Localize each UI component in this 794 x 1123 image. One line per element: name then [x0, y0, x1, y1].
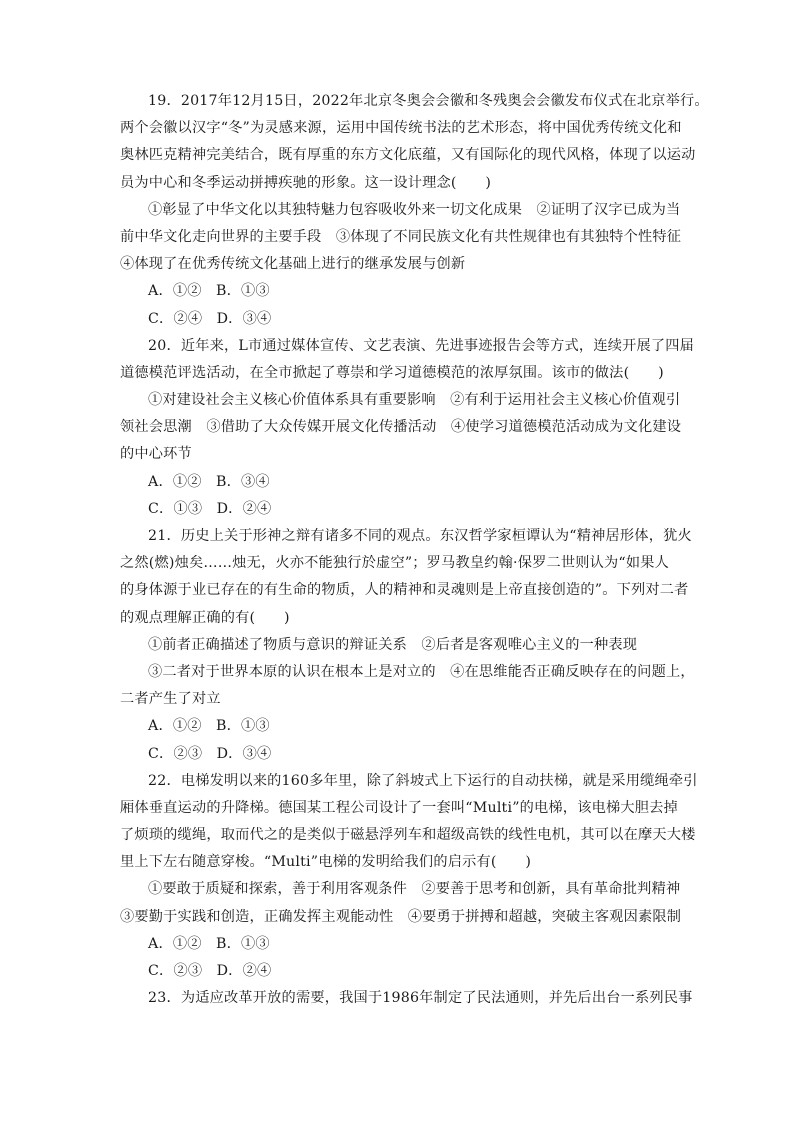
question-stem-line: 23．为适应改革开放的需要，我国于1986年制定了民法通则，并先后出台一系列民事	[148, 990, 693, 1007]
statement-line: 二者产生了对立	[120, 691, 221, 708]
question-23	[120, 985, 693, 1012]
statement-line: 前中华文化走向世界的主要手段 ③体现了不同民族文化有共性规律也有其独特个性特征	[120, 228, 682, 245]
statement-line: 领社会思潮 ③借助了大众传媒开展文化传播活动 ④使学习道德模范活动成为文化建设	[120, 419, 682, 436]
question-stem-line: 20．近年来，L市通过媒体宣传、文艺表演、先进事迹报告会等方式，连续开展了四届	[148, 337, 695, 354]
option-line: C．①③ D．②④	[148, 500, 272, 517]
statement-line: ①对建设社会主义核心价值体系具有重要影响 ②有利于运用社会主义核心价值观引	[148, 392, 681, 409]
option-line: A．①② B．③④	[148, 473, 270, 490]
statement-line: ③二者对于世界本原的认识在根本上是对立的 ④在思维能否正确反映存在的问题上，	[148, 663, 695, 680]
question-stem-line: 奥林匹克精神完美结合，既有厚重的东方文化底蕴，又有国际化的现代风格，体现了以运动	[120, 147, 696, 164]
question-stem-line: 的观点理解正确的有( )	[120, 609, 290, 626]
question-22	[120, 768, 698, 986]
question-19	[120, 88, 709, 333]
question-stem-line: 之然(燃)烛矣……烛无，火亦不能独行於虚空”；罗马教皇约翰·保罗二世则认为“如果人	[120, 555, 670, 572]
question-stem-line: 里上下左右随意穿梭。“Multi”电梯的发明给我们的启示有( )	[120, 854, 532, 871]
option-line: C．②④ D．③④	[148, 310, 272, 327]
statement-line: 的中心环节	[120, 446, 192, 463]
statement-line: ④体现了在优秀传统文化基础上进行的继承发展与创新	[120, 256, 466, 273]
question-stem-line: 19．2017年12月15日，2022年北京冬奥会会徽和冬残奥会会徽发布仪式在北京举行。	[148, 93, 709, 109]
question-stem-line: 的身体源于业已存在的有生命的物质，人的精神和灵魂则是上帝直接创造的”。下列对二者	[120, 582, 689, 599]
option-line: A．①② B．①③	[148, 718, 270, 735]
question-20	[120, 333, 695, 523]
option-line: A．①② B．①③	[148, 283, 270, 300]
option-line: C．②③ D．②④	[148, 963, 272, 979]
question-stem-line: 厢体垂直运动的升降梯。德国某工程公司设计了一套叫“Multi”的电梯，该电梯大胆去掉	[120, 799, 678, 816]
question-21	[120, 523, 695, 768]
question-stem-line: 22．电梯发明以来的160多年里，除了斜坡式上下运行的自动扶梯，就是采用缆绳牵引	[148, 772, 698, 789]
statement-line: ①彰显了中华文化以其独特魅力包容吸收外来一切文化成果 ②证明了汉字已成为当	[148, 201, 681, 218]
question-stem-line: 了烦琐的缆绳，取而代之的是类似于磁悬浮列车和超级高铁的线性电机，其可以在摩天大楼	[120, 827, 696, 844]
question-stem-line: 员为中心和冬季运动拼搏疾驰的形象。这一设计理念( )	[120, 174, 492, 191]
option-line: C．②③ D．③④	[148, 745, 272, 762]
question-stem-line: 21．历史上关于形神之辩有诸多不同的观点。东汉哲学家桓谭认为“精神居形体，犹火	[148, 528, 692, 544]
question-stem-line: 两个会徽以汉字“冬”为灵感来源，运用中国传统书法的艺术形态，将中国优秀传统文化和	[120, 120, 682, 137]
statement-line: ①要敢于质疑和探索，善于利用客观条件 ②要善于思考和创新，具有革命批判精神	[148, 881, 681, 898]
statement-line: ③要勤于实践和创造，正确发挥主观能动性 ④要勇于拼搏和超越，突破主客观因素限制	[120, 908, 682, 925]
option-line: A．①② B．①③	[148, 935, 270, 952]
document-page	[120, 88, 709, 1012]
statement-line: ①前者正确描述了物质与意识的辩证关系 ②后者是客观唯心主义的一种表现	[148, 636, 638, 653]
question-stem-line: 道德模范评选活动，在全市掀起了尊崇和学习道德模范的浓厚氛围。该市的做法( )	[120, 364, 664, 381]
